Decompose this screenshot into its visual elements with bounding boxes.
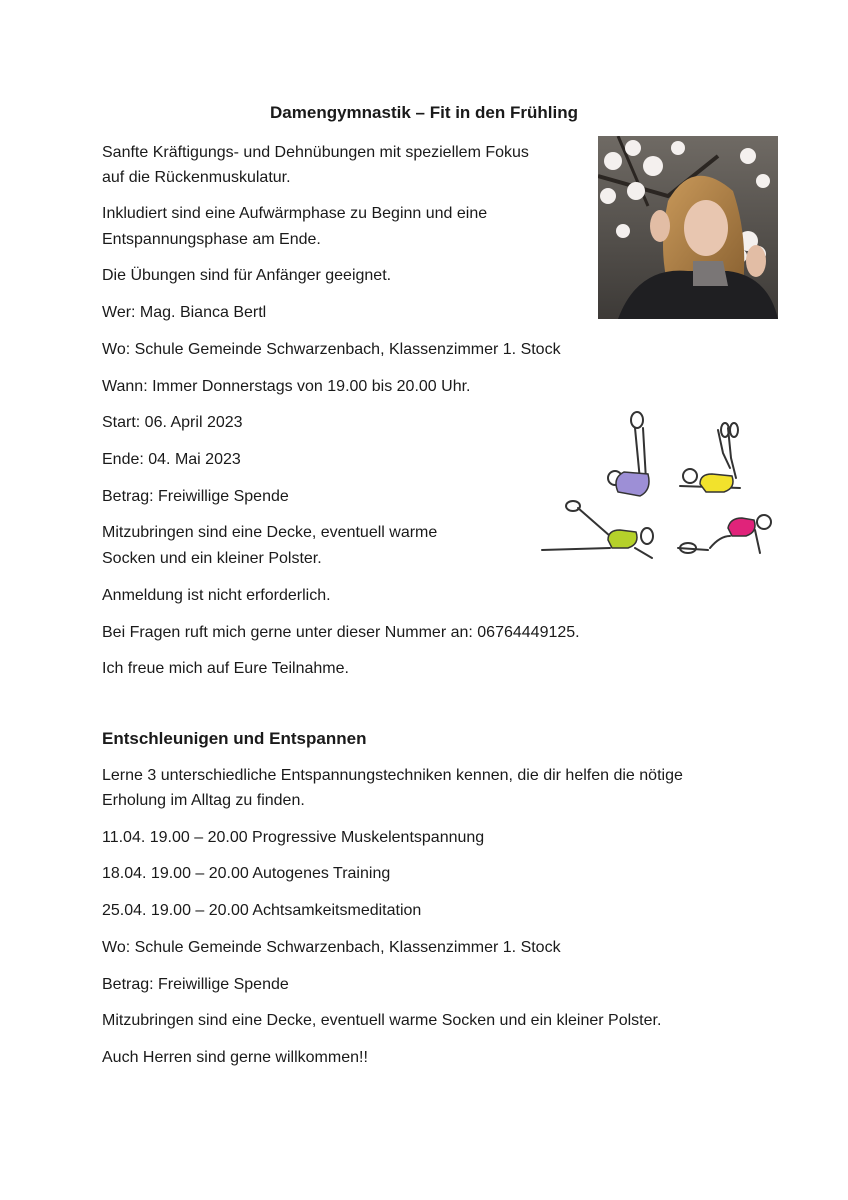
registration-text: Anmeldung ist nicht erforderlich. — [102, 587, 331, 604]
page-title: Damengymnastik – Fit in den Frühling — [270, 103, 578, 122]
exercise-figures-icon — [540, 408, 785, 570]
intro-line-2: auf die Rückenmuskulatur. — [102, 169, 291, 186]
warmup-line-1: Inkludiert sind eine Aufwärmphase zu Beginn und eine — [102, 205, 488, 222]
closing-text: Ich freue mich auf Eure Teilnahme. — [102, 660, 349, 677]
portrait-photo-icon — [598, 136, 778, 319]
warmup-line-2: Entspannungsphase am Ende. — [102, 231, 321, 248]
questions-text: Bei Fragen ruft mich gerne unter dieser Nummer an: 06764449125. — [102, 624, 580, 641]
start-text: Start: 06. April 2023 — [102, 414, 243, 431]
bring-line-1: Mitzubringen sind eine Decke, eventuell warme — [102, 524, 438, 541]
when-text: Wann: Immer Donnerstags von 19.00 bis 20.00 Uhr. — [102, 378, 471, 395]
who-text: Wer: Mag. Bianca Bertl — [102, 304, 267, 321]
section2-bring: Mitzubringen sind eine Decke, eventuell warme Socken und ein kleiner Polster. — [102, 1012, 662, 1029]
session-3: 25.04. 19.00 – 20.00 Achtsamkeitsmeditation — [102, 902, 422, 919]
fee-text: Betrag: Freiwillige Spende — [102, 488, 289, 505]
section2-men: Auch Herren sind gerne willkommen!! — [102, 1049, 368, 1066]
section2-intro-line-1: Lerne 3 unterschiedliche Entspannungstechniken kennen, die dir helfen die nötige — [102, 767, 683, 784]
end-text: Ende: 04. Mai 2023 — [102, 451, 241, 468]
bring-line-2: Socken und ein kleiner Polster. — [102, 550, 322, 567]
section2-heading: Entschleunigen und Entspannen — [102, 729, 367, 748]
section2-intro-line-2: Erholung im Alltag zu finden. — [102, 792, 305, 809]
section2-where: Wo: Schule Gemeinde Schwarzenbach, Klassenzimmer 1. Stock — [102, 939, 561, 956]
beginners-text: Die Übungen sind für Anfänger geeignet. — [102, 267, 392, 284]
session-2: 18.04. 19.00 – 20.00 Autogenes Training — [102, 865, 391, 882]
intro-line-1: Sanfte Kräftigungs- und Dehnübungen mit speziellem Fokus — [102, 144, 529, 161]
section2-fee: Betrag: Freiwillige Spende — [102, 976, 289, 993]
where-text: Wo: Schule Gemeinde Schwarzenbach, Klassenzimmer 1. Stock — [102, 341, 561, 358]
session-1: 11.04. 19.00 – 20.00 Progressive Muskelentspannung — [102, 829, 485, 846]
